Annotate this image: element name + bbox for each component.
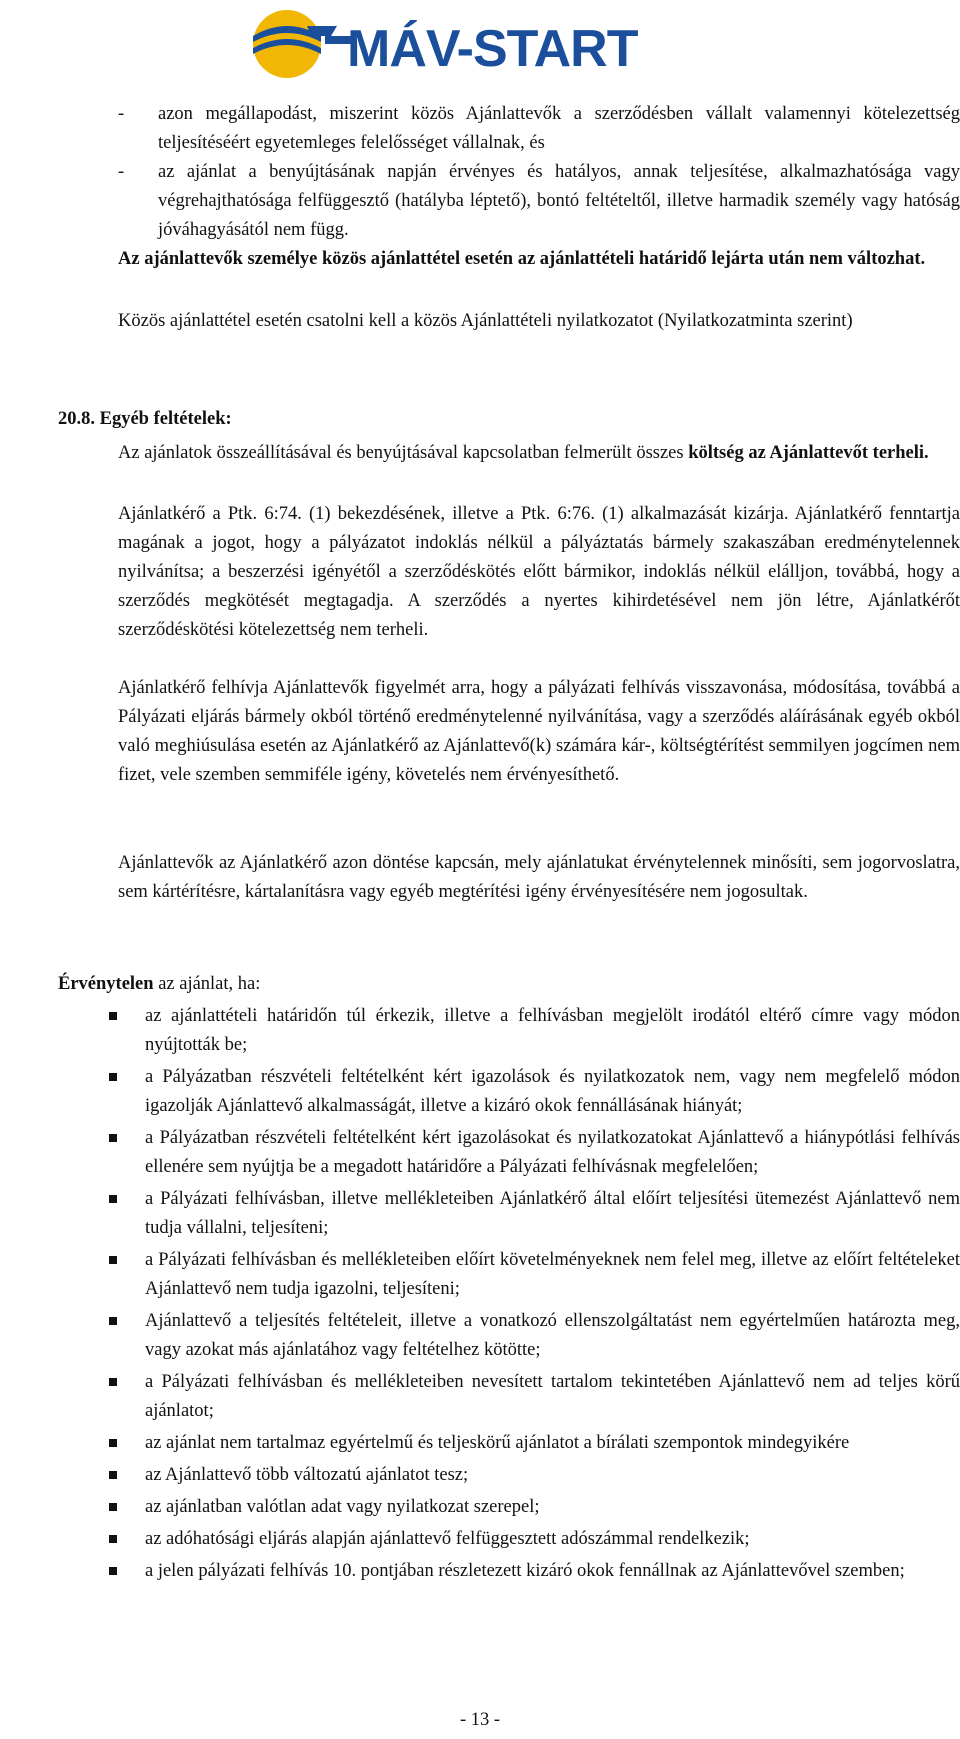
list-item: a Pályázatban részvételi feltételként kért igazolásokat és nyilatkozatokat Ajánlattevő a hiánypótlási felhívás ellenére sem nyújtja be a megadott határidőre a Pályázati felhívásnak megfelelően;	[105, 1124, 960, 1182]
cost-paragraph: Az ajánlatok összeállításával és benyújtásával kapcsolatban felmerült összes költség az Ajánlattevőt terheli.	[118, 443, 929, 463]
cost-bold: költség az Ajánlattevőt terheli.	[688, 443, 929, 463]
paragraph-withdrawal: Ajánlatkérő felhívja Ajánlattevők figyelmét arra, hogy a pályázati felhívás visszavonása, módosítása, továbbá a Pályázati eljárás bármely okból történő eredménytelenné nyilvánítása, vagy a szerződés aláírásának egyéb okból való meghiúsulása esetén az Ajánlatkérő az Ajánlattevő(k) számára kár-, költségtérítést semmilyen jogcímen nem fizet, vele szemben semmiféle igény, követelés nem érvényesíthető.	[118, 678, 960, 785]
joint-note: Közös ajánlattétel esetén csatolni kell a közös Ajánlattételi nyilatkozatot (Nyilatkozatminta szerint)	[118, 311, 853, 331]
square-bullet-icon	[109, 1012, 117, 1020]
square-bullet-icon	[109, 1503, 117, 1511]
square-bullet-icon	[109, 1439, 117, 1447]
list-item: a Pályázati felhívásban és mellékleteiben nevesített tartalom tekintetében Ajánlattevő nem ad teljes körű ajánlatot;	[105, 1368, 960, 1426]
mav-start-logo	[247, 6, 667, 82]
list-item: az ajánlat nem tartalmaz egyértelmű és teljeskörű ajánlatot a bírálati szempontok mindegyikére	[105, 1429, 960, 1458]
section-number: 20.8.	[58, 409, 95, 429]
list-item: Ajánlattevő a teljesítés feltételeit, illetve a vonatkozó ellenszolgáltatást nem egyértelműen határozta meg, vagy azokat más ajánlatához vagy feltételhez kötötte;	[105, 1307, 960, 1365]
square-bullet-icon	[109, 1195, 117, 1203]
invalid-list	[105, 1002, 960, 1589]
page-number: - 13 -	[459, 1710, 501, 1730]
list-item: a Pályázatban részvételi feltételként kért igazolások és nyilatkozatok nem, vagy nem megfelelő módon igazolják Ajánlattevő alkalmasságát, illetve a kizáró okok fennállásának hiányát;	[105, 1063, 960, 1121]
list-item: - azon megállapodást, miszerint közös Ajánlattevők a szerződésben vállalt valamennyi kötelezettség teljesítéséért egyetemleges felelősséget vállalnak, és	[118, 100, 960, 158]
list-item: - az ajánlat a benyújtásának napján érvényes és hatályos, annak teljesítése, alkalmazhatósága vagy végrehajthatósága felfüggesztő (hatályba léptető), bontó feltételtől, illetve harmadik személy vagy hatóság jóváhagyásától nem függ.	[118, 158, 960, 245]
logo-emblem-icon	[253, 10, 353, 78]
list-item: a jelen pályázati felhívás 10. pontjában részletezett kizáró okok fennállnak az Ajánlattevővel szemben;	[105, 1557, 960, 1586]
dash-list	[118, 100, 960, 245]
square-bullet-icon	[109, 1256, 117, 1264]
square-bullet-icon	[109, 1471, 117, 1479]
square-bullet-icon	[109, 1378, 117, 1386]
list-item: az Ajánlattevő több változatú ajánlatot tesz;	[105, 1461, 960, 1490]
square-bullet-icon	[109, 1134, 117, 1142]
list-item: az ajánlattételi határidőn túl érkezik, illetve a felhívásban megjelölt irodától eltérő címre vagy módon nyújtották be;	[105, 1002, 960, 1060]
logo-wordmark: MÁV-START	[347, 20, 638, 78]
dash-marker: -	[118, 162, 125, 182]
bold-notice: Az ajánlattevők személye közös ajánlattétel esetén az ajánlattételi határidő lejárta után nem változhat.	[118, 249, 926, 269]
list-item: a Pályázati felhívásban és mellékleteiben előírt követelményeknek nem felel meg, illetve az előírt feltételeket Ajánlattevő nem tudja igazolni, teljesíteni;	[105, 1246, 960, 1304]
list-item: az adóhatósági eljárás alapján ajánlattevő felfüggesztett adószámmal rendelkezik;	[105, 1525, 960, 1554]
section-heading	[58, 405, 918, 434]
list-item: az ajánlatban valótlan adat vagy nyilatkozat szerepel;	[105, 1493, 960, 1522]
section-title: Egyéb feltételek:	[99, 409, 232, 429]
invalid-heading: Érvénytelen az ajánlat, ha:	[58, 974, 261, 994]
square-bullet-icon	[109, 1567, 117, 1575]
square-bullet-icon	[109, 1535, 117, 1543]
dash-marker: -	[118, 104, 125, 124]
square-bullet-icon	[109, 1073, 117, 1081]
list-item: a Pályázati felhívásban, illetve mellékleteiben Ajánlatkérő által előírt teljesítési ütemezést Ajánlattevő nem tudja vállalni, teljesíteni;	[105, 1185, 960, 1243]
paragraph-remedy: Ajánlattevők az Ajánlatkérő azon döntése kapcsán, mely ajánlatukat érvénytelennek minősíti, sem jogorvoslatra, sem kártérítésre, kártalanításra vagy egyéb megtérítési igény érvényesítésére nem jogosultak.	[118, 853, 960, 902]
paragraph-ptk: Ajánlatkérő a Ptk. 6:74. (1) bekezdésének, illetve a Ptk. 6:76. (1) alkalmazását kizárja. Ajánlatkérő fenntartja magának a jogot, hogy a pályázatot indoklás nélkül a pályáztatás bármely szakaszában eredménytelennek nyilvánítsa; a beszerzési igényétől a szerződéskötés előtt bármikor, indoklás nélkül elálljon, továbbá, hogy a szerződés megkötését megtagadja. A szerződés a nyertes kihirdetésével nem jön létre, Ajánlatkérőt szerződéskötési kötelezettség nem terheli.	[118, 504, 960, 640]
square-bullet-icon	[109, 1317, 117, 1325]
